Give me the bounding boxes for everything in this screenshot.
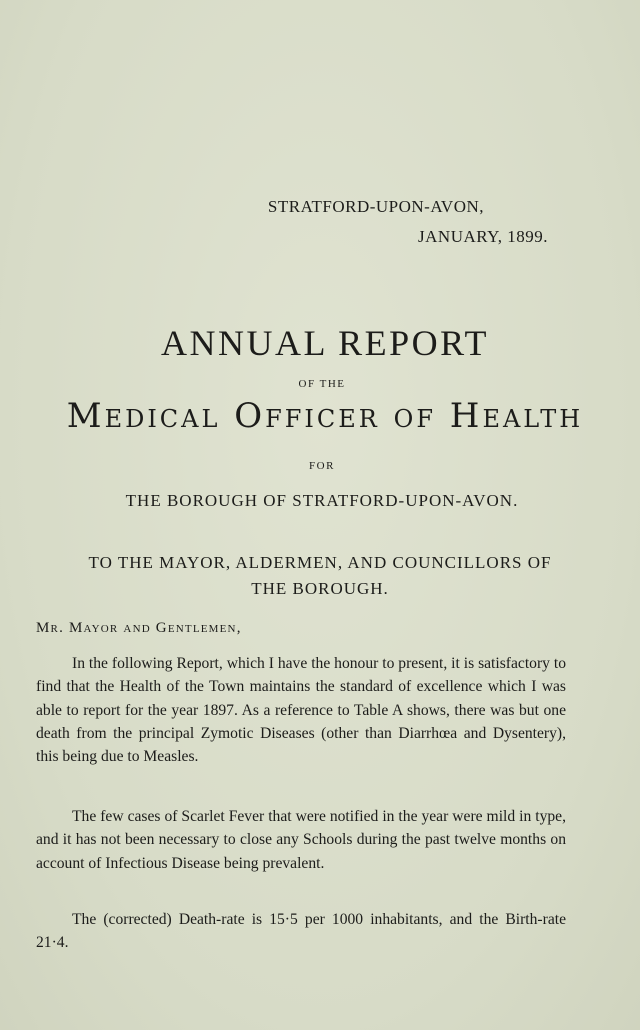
for-label: FOR	[309, 460, 335, 472]
borough-title: THE BOROUGH OF STRATFORD-UPON-AVON.	[125, 491, 519, 510]
report-title: ANNUAL REPORT	[160, 323, 489, 363]
salutation: Mr. Mayor and Gentlemen,	[36, 620, 242, 636]
dateline-place: STRATFORD-UPON-AVON,	[267, 197, 484, 216]
paragraph-1: In the following Report, which I have the honour to present, it is satisfactory to find that the Health of the Town maintains the standard of excellence which I was able to report for the year 1897. As a reference to Table A shows, there was but one death from the principal Zymotic Diseases (other than Diarrhœa and Dysentery), this being due to Measles.	[36, 655, 566, 766]
paragraph-2: The few cases of Scarlet Fever that were notified in the year were mild in type, and it has not been necessary to close any Schools during the past twelve months on account of Infectious Disease being prevalent.	[36, 808, 566, 872]
paragraph-3: The (corrected) Death-rate is 15·5 per 1000 inhabitants, and the Birth-rate 21·4.	[36, 911, 566, 952]
address-line-2: THE BOROUGH.	[251, 579, 389, 598]
address-line-1: TO THE MAYOR, ALDERMEN, AND COUNCILLORS OF	[88, 553, 552, 572]
of-the-label: OF THE	[298, 378, 346, 390]
officer-title: Medical Officer of Health	[66, 396, 584, 436]
dateline-date: JANUARY, 1899.	[418, 227, 548, 246]
